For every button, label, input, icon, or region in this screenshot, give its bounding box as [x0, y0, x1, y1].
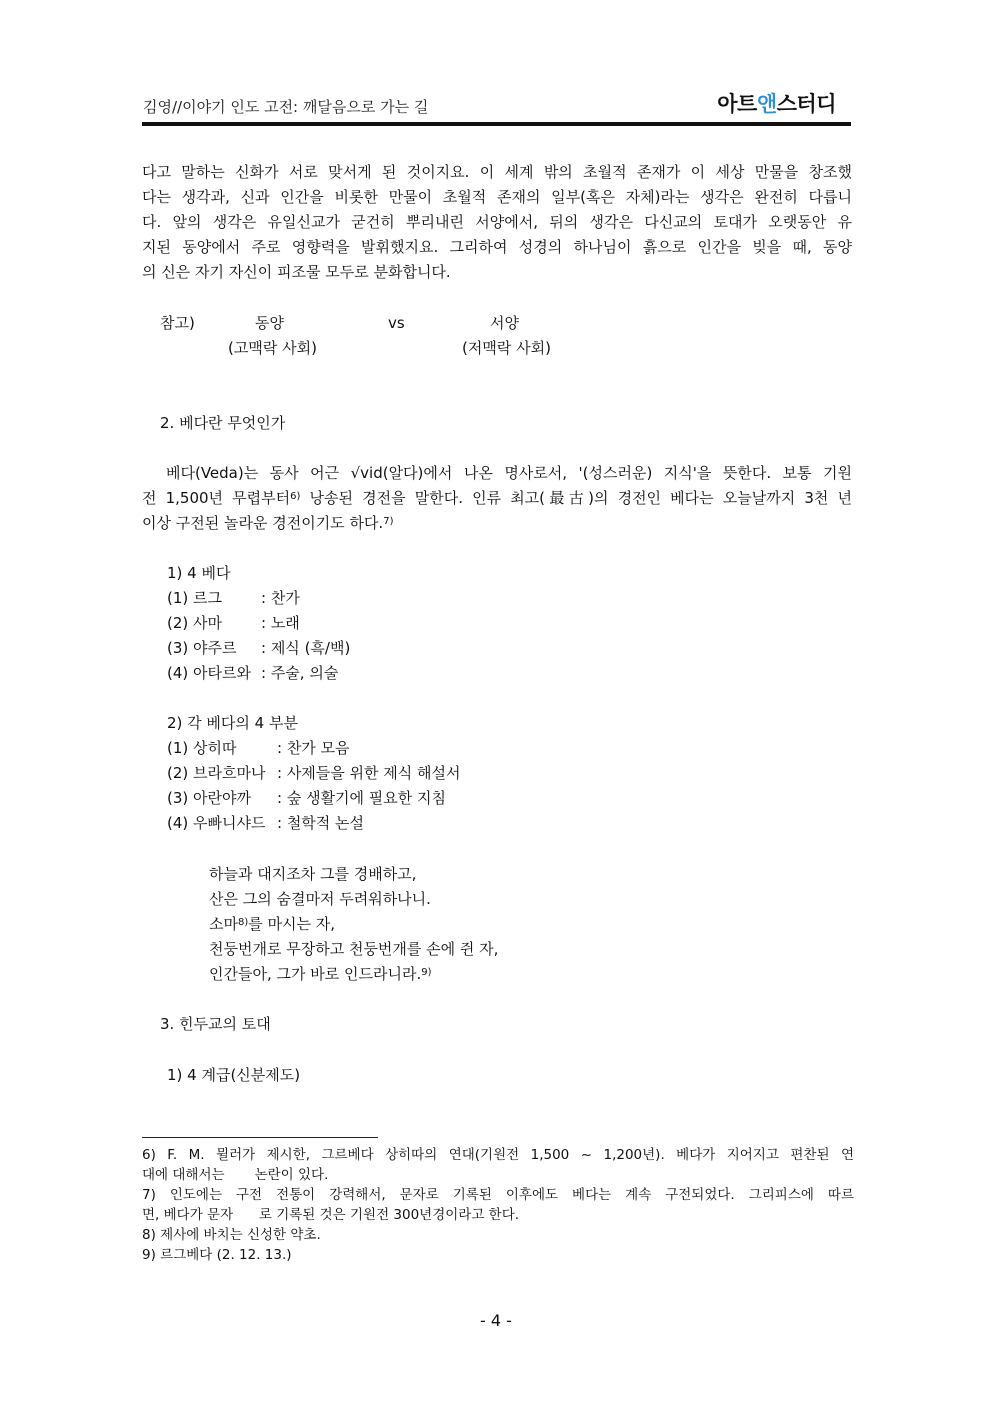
- paragraph-line: 다고 말하는 신화가 서로 맞서게 된 것이지요. 이 세계 밖의 초월적 존재가 이 세상 만물을 창조했: [142, 163, 852, 181]
- section-heading: 2. 베다란 무엇인가: [160, 414, 286, 432]
- list-item-name: 르그: [193, 589, 222, 607]
- footnote-line: 6) F. M. 뮐러가 제시한, 그르베다 상히따의 연대(기원전 1,500 ~ 1,200년). 베다가 지어지고 편찬된 연: [142, 1147, 854, 1163]
- poem-line: 하늘과 대지조차 그를 경배하고,: [209, 865, 417, 883]
- paragraph-line: [142, 511, 852, 536]
- reference-label: 참고): [160, 314, 195, 332]
- list-item-desc: : 숲 생활기에 필요한 지침: [277, 789, 447, 807]
- reference-west: 서양: [490, 314, 519, 332]
- list-item-desc: : 제식 (흑/백): [261, 639, 351, 657]
- line-text: 이상 구전된 놀라운 경전이기도 하다.: [142, 514, 384, 532]
- footnote-8: 8) 제사에 바치는 신성한 약초.: [142, 1227, 321, 1243]
- footnote-line: 면, 베다가 문자 로 기록된 것은 기원전 300년경이라고 한다.: [142, 1207, 520, 1223]
- intro-paragraph: [142, 160, 852, 285]
- footnote-ref-7: 7): [383, 516, 394, 527]
- page-number: - 4 -: [480, 1311, 512, 1330]
- poem-line: 산은 그의 숨결마저 두려워하나니.: [209, 890, 431, 908]
- list-item-num: (3): [167, 639, 189, 657]
- artandstudy-logo: [717, 88, 836, 118]
- footnote-7: [142, 1185, 854, 1225]
- poem-line: 천둥번개로 무장하고 천둥번개를 손에 쥔 자,: [209, 940, 499, 958]
- list-item-num: (4): [167, 814, 189, 832]
- list-item-desc: : 노래: [261, 614, 300, 632]
- line-text: 인간들아, 그가 바로 인드라니라.: [209, 965, 422, 983]
- reference-vs: vs: [388, 314, 405, 332]
- line-text: 소마: [209, 915, 238, 933]
- logo-suffix: 스터디: [776, 92, 836, 116]
- reference-west-sub: (저맥락 사회): [462, 339, 551, 357]
- logo-accent: 앤: [756, 92, 777, 116]
- logo-prefix: 아트: [717, 92, 757, 116]
- line-text: 전 1,500년 무렵부터: [142, 489, 291, 507]
- paragraph-line: 지된 동양에서 주로 영향력을 발휘했지요. 그리하여 성경의 하나님이 흙으로 인간을 빚을 때, 동양: [142, 238, 852, 256]
- list-item-name: 사마: [193, 614, 222, 632]
- list-item-name: 상히따: [193, 739, 237, 757]
- list-item-desc: : 철학적 논설: [277, 814, 365, 832]
- subsection-heading: 1) 4 베다: [167, 564, 231, 582]
- footnote-line: 7) 인도에는 구전 전통이 강력해서, 문자로 기록된 이후에도 베다는 계속 구전되었다. 그리피스에 따르: [142, 1187, 854, 1203]
- paragraph-line: 베다(Veda)는 동사 어근 √vid(알다)에서 나온 명사로서, '(성스러운) 지식'을 뜻한다. 보통 기원: [166, 464, 852, 482]
- section-heading: 3. 힌두교의 토대: [160, 1015, 271, 1033]
- list-item-name: 야주르: [193, 639, 237, 657]
- line-text: 낭송된 경전을 말한다. 인류 최고(最古)의 경전인 베다는 오늘날까지 3천 년: [300, 489, 852, 507]
- poem-line: [209, 912, 335, 937]
- list-item-num: (4): [167, 664, 189, 682]
- list-item-num: (1): [167, 739, 189, 757]
- footnote-divider: [142, 1137, 378, 1138]
- header-divider: [142, 122, 851, 126]
- reference-east-sub: (고맥락 사회): [228, 339, 317, 357]
- footnote-ref-6: 6): [290, 491, 301, 502]
- list-item-desc: : 찬가: [261, 589, 300, 607]
- paragraph-line: 다. 앞의 생각은 유일신교가 굳건히 뿌리내린 서양에서, 뒤의 생각은 다신교의 토대가 오랫동안 유: [142, 213, 852, 231]
- footnote-6: [142, 1145, 854, 1185]
- paragraph-line: 의 신은 자기 자신이 피조물 모두로 분화합니다.: [142, 263, 451, 281]
- footnote-line: 대에 대해서는 논란이 있다.: [142, 1167, 329, 1183]
- subsection-heading: 2) 각 베다의 4 부분: [167, 714, 298, 732]
- list-item-num: (2): [167, 764, 189, 782]
- paragraph-line: [142, 486, 852, 511]
- list-item-num: (1): [167, 589, 189, 607]
- subsection-heading: 1) 4 계급(신분제도): [167, 1066, 301, 1084]
- list-item-name: 우빠니샤드: [193, 814, 266, 832]
- veda-paragraph: [142, 461, 852, 536]
- footnote-9: 9) 르그베다 (2. 12. 13.): [142, 1247, 292, 1263]
- line-text: 를 마시는 자,: [248, 915, 336, 933]
- list-item-desc: : 사제들을 위한 제식 해설서: [277, 764, 461, 782]
- paragraph-line: 다는 생각과, 신과 인간을 비롯한 만물이 초월적 존재의 일부(혹은 자체)라는 생각은 완전히 다릅니: [142, 188, 852, 206]
- list-item-num: (2): [167, 614, 189, 632]
- poem-line: [209, 962, 431, 987]
- footnote-ref-9: 9): [421, 967, 432, 978]
- list-item-name: 아타르와: [193, 664, 251, 682]
- list-item-name: 브라흐마나: [193, 764, 266, 782]
- running-header-title: 김영//이야기 인도 고전: 깨달음으로 가는 길: [143, 98, 429, 116]
- list-item-desc: : 찬가 모음: [277, 739, 350, 757]
- list-item-num: (3): [167, 789, 189, 807]
- footnote-ref-8: 8): [237, 917, 249, 928]
- reference-east: 동양: [255, 314, 284, 332]
- list-item-desc: : 주술, 의술: [261, 664, 339, 682]
- list-item-name: 아란야까: [193, 789, 251, 807]
